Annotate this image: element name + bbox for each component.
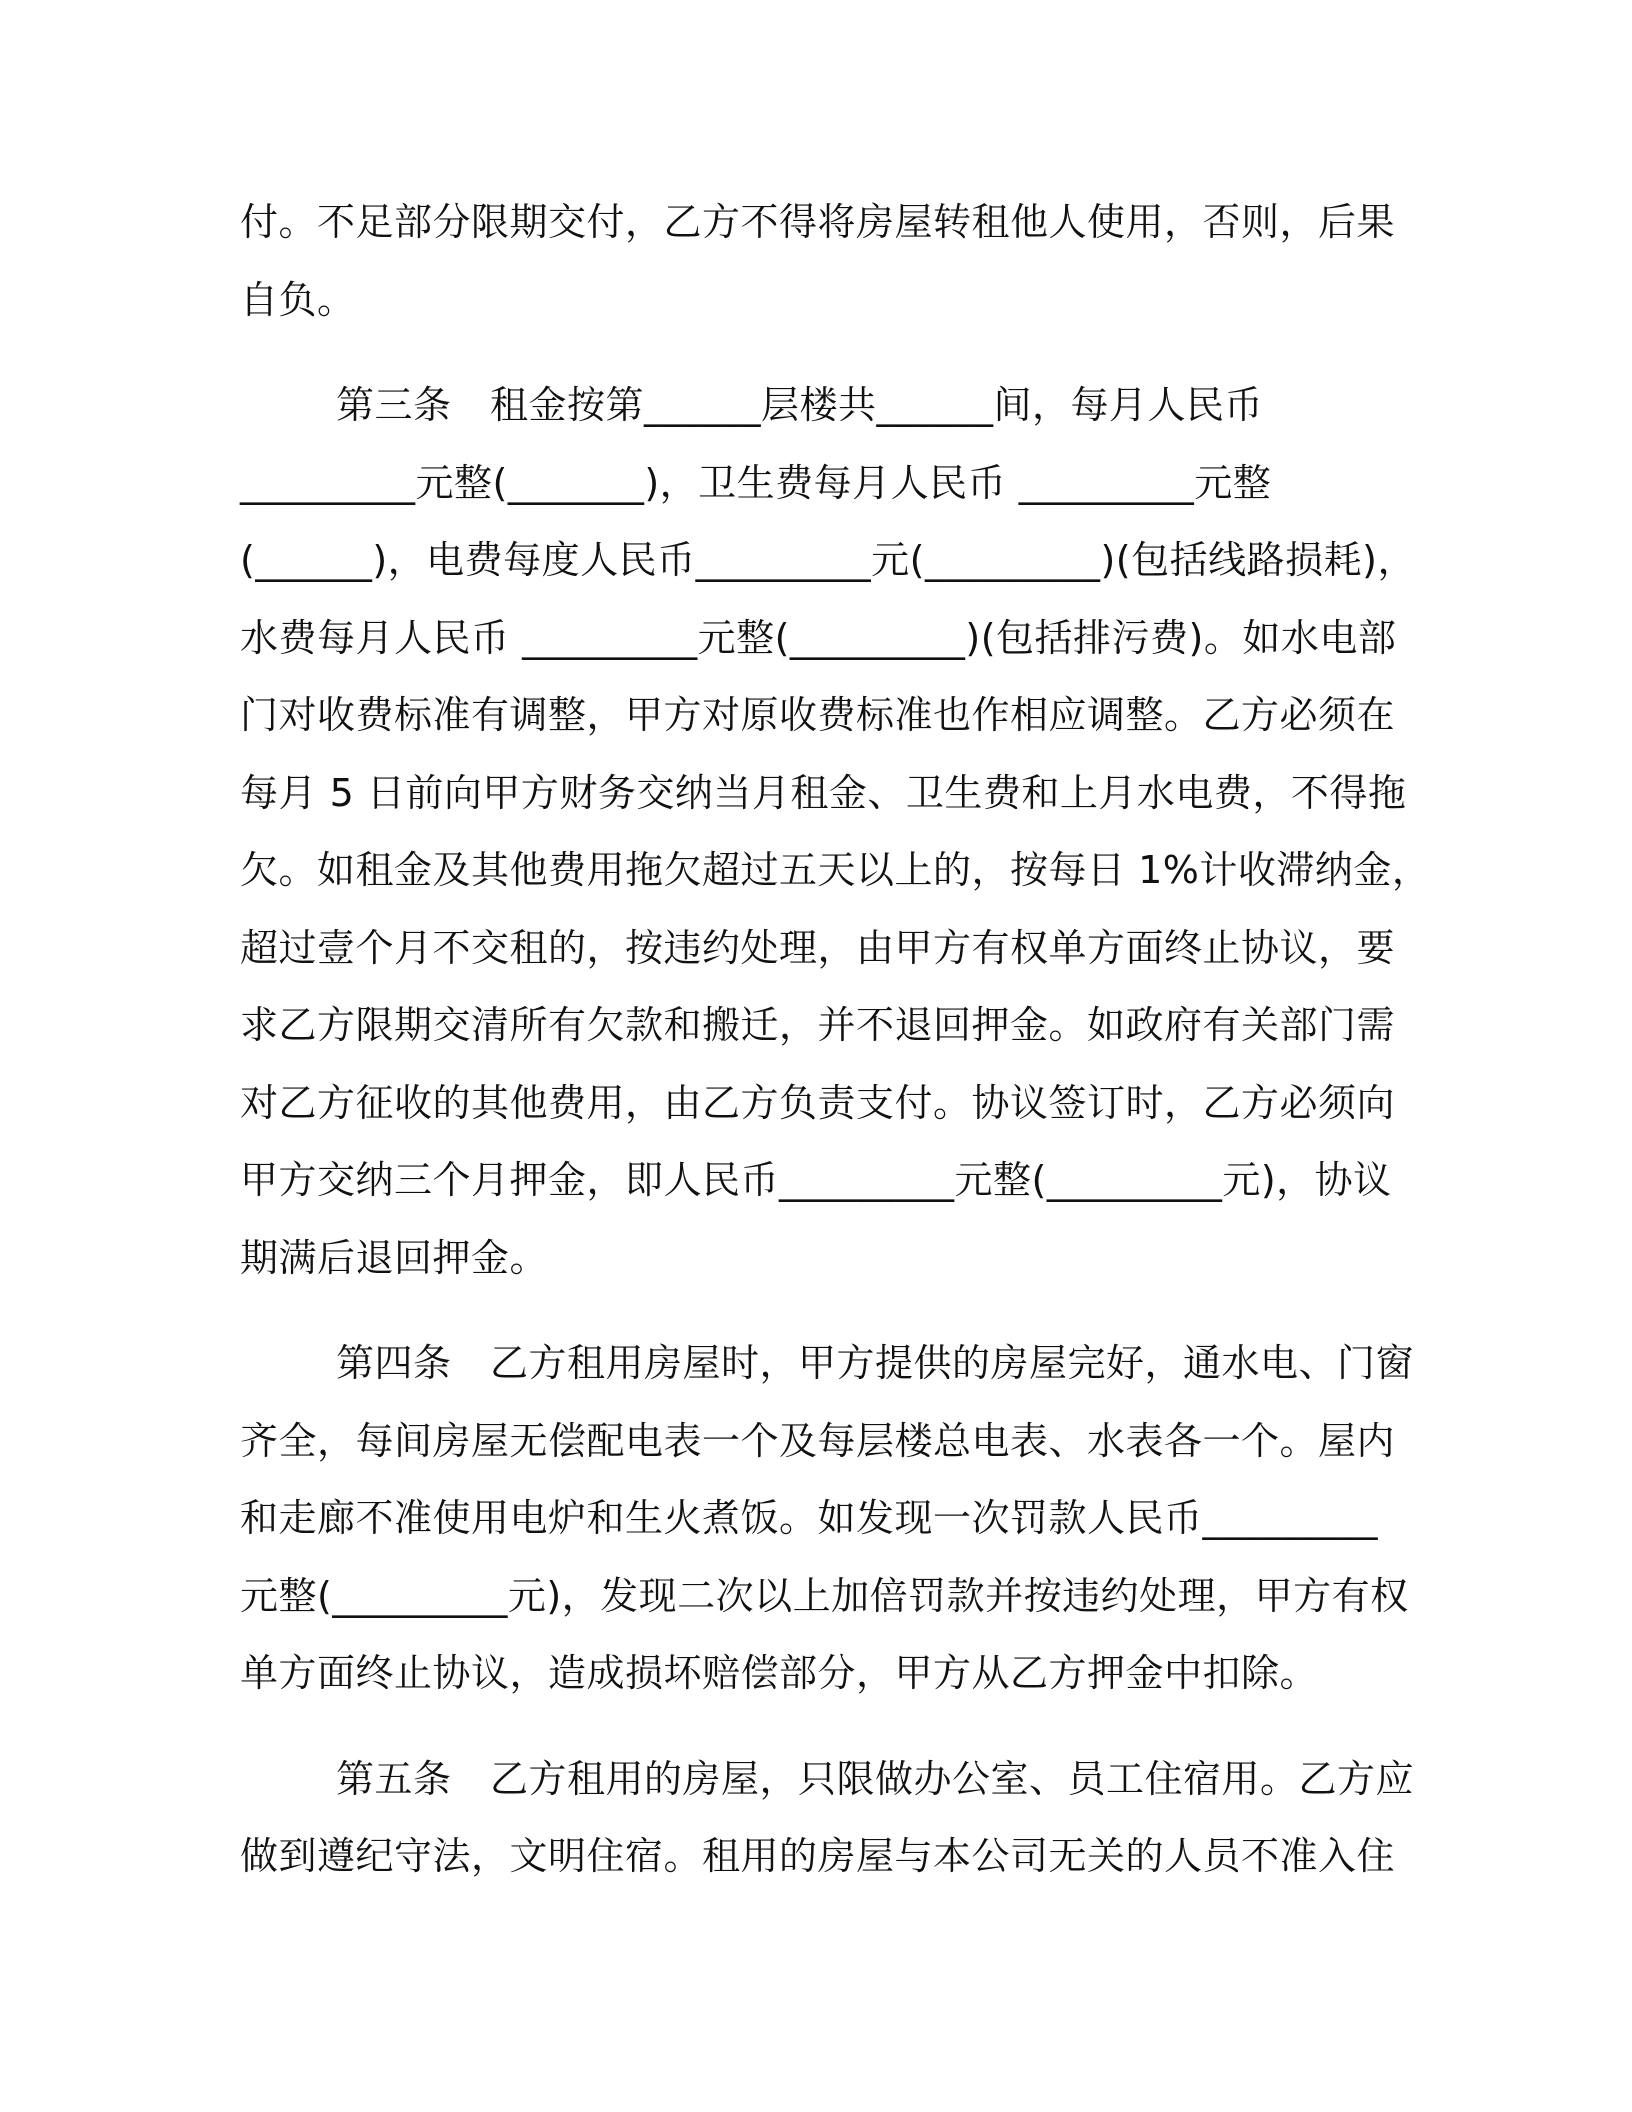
paragraph-gap <box>240 1713 1392 1741</box>
text-line: 和走廊不准使用电炉和生火煮饭。如发现一次罚款人民币_________ <box>240 1496 1379 1540</box>
text-line: 甲方交纳三个月押金，即人民币_________元整(_________元)，协议 <box>240 1158 1392 1202</box>
paragraph-gap <box>240 1297 1392 1325</box>
paragraph-continuation <box>240 184 1396 339</box>
text-line: 做到遵纪守法，文明住宿。租用的房屋与本公司无关的人员不准入住 <box>240 1834 1396 1878</box>
text-line: 超过壹个月不交租的，按违约处理，由甲方有权单方面终止协议，要 <box>240 925 1396 970</box>
text-line: 欠。如租金及其他费用拖欠超过五天以上的，按每日 1%计收滞纳金， <box>240 848 1431 892</box>
article-heading-line: 第三条 租金按第______层楼共______间，每月人民币 <box>336 383 1264 427</box>
article-heading-line: 第四条 乙方租用房屋时，甲方提供的房屋完好，通水电、门窗 <box>336 1341 1415 1385</box>
text-line: 每月 5 日前向甲方财务交纳当月租金、卫生费和上月水电费，不得拖 <box>240 770 1407 815</box>
paragraph-article-3 <box>240 367 1431 1297</box>
text-line: 单方面终止协议，造成损坏赔偿部分，甲方从乙方押金中扣除。 <box>240 1651 1319 1695</box>
article-heading-line: 第五条 乙方租用的房屋，只限做办公室、员工住宿用。乙方应 <box>336 1756 1415 1801</box>
text-line: 水费每月人民币 _________元整(_________)(包括排污费)。如水电部 <box>240 615 1397 660</box>
text-line: 付。不足部分限期交付，乙方不得将房屋转租他人使用，否则，后果 <box>240 200 1396 244</box>
text-line: (______)，电费每度人民币_________元(_________)(包括线路损耗)， <box>240 538 1416 582</box>
paragraph-article-5 <box>240 1741 1415 1896</box>
text-line: _________元整(_______)，卫生费每月人民币 _________元整 <box>240 460 1272 505</box>
text-line: 期满后退回押金。 <box>240 1235 549 1280</box>
paragraph-article-4 <box>240 1325 1415 1713</box>
text-line: 元整(_________元)，发现二次以上加倍罚款并按违约处理，甲方有权 <box>240 1573 1409 1618</box>
text-line: 对乙方征收的其他费用，由乙方负责支付。协议签订时，乙方必须向 <box>240 1080 1396 1125</box>
paragraph-gap <box>240 339 1392 367</box>
text-line: 齐全，每间房屋无偿配电表一个及每层楼总电表、水表各一个。屋内 <box>240 1418 1396 1463</box>
text-line: 门对收费标准有调整，甲方对原收费标准也作相应调整。乙方必须在 <box>240 693 1396 737</box>
document-body <box>240 184 1431 1896</box>
text-line: 自负。 <box>240 277 356 322</box>
text-line: 求乙方限期交清所有欠款和搬迁，并不退回押金。如政府有关部门需 <box>240 1003 1396 1047</box>
